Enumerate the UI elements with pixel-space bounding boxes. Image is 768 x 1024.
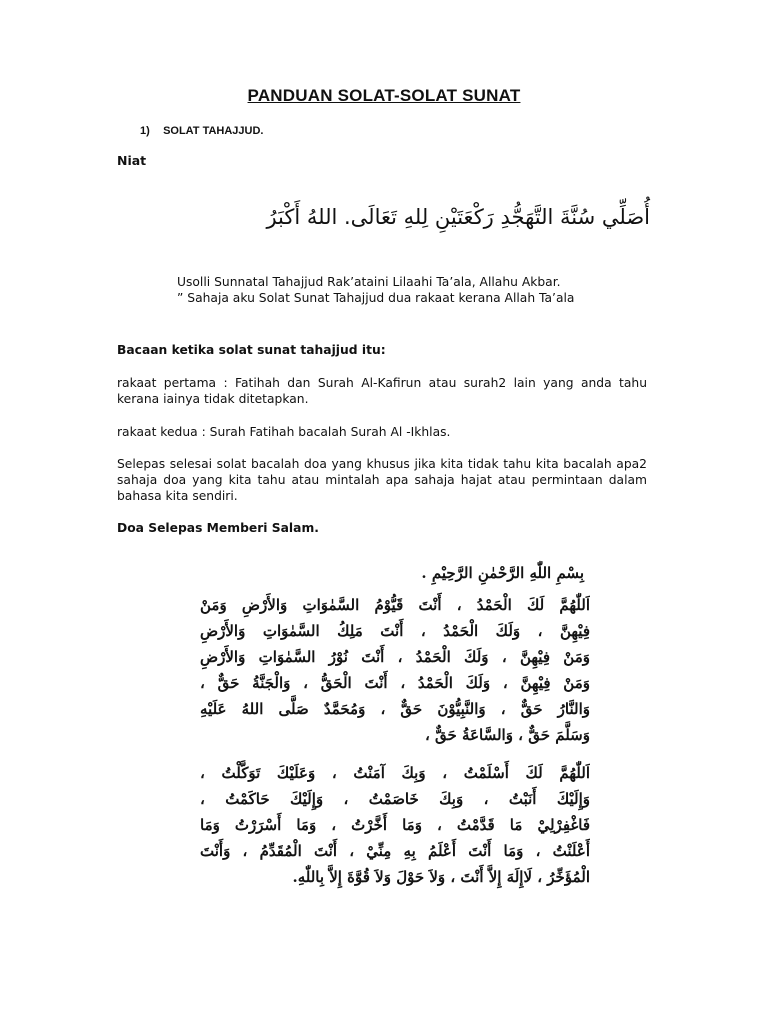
doa-line: وَمَنْ فِيْهِنَّ ، وَلَكَ الْحَمْدُ ، أَنْتَ الْحَقُّ ، وَالْجَنَّةُ حَقٌّ ، xyxy=(200,674,590,692)
doa-line: وَسَلَّمَ حَقٌّ ، وَالسَّاعَةُ حَقٌّ ، xyxy=(424,726,590,744)
doa-line: وَإِلَيْكَ أَنَبْتُ ، وَبِكَ خَاصَمْتُ ، وَإِلَيْكَ حَاكَمْتُ ، xyxy=(200,790,590,808)
doa-line: اَللّٰهُمَّ لَكَ أَسْلَمْتُ ، وَبِكَ آمَنْتُ ، وَعَلَيْكَ تَوَكَّلْتُ ، xyxy=(200,764,590,782)
niat-translation: ” Sahaja aku Solat Sunat Tahajjud dua rakaat kerana Allah Ta’ala xyxy=(177,291,575,305)
doa-line: فَاغْفِرْلِيْ مَا قَدَّمْتُ ، وَمَا أَخَّرْتُ ، وَمَا أَسْرَرْتُ وَمَا xyxy=(200,816,590,834)
section-number: 1) xyxy=(140,125,150,137)
doa-line: اَللّٰهُمَّ لَكَ الْحَمْدُ ، أَنْتَ قَيُّوْمُ السَّمٰوَاتِ وَالأَرْضِ وَمَنْ xyxy=(200,596,590,614)
doa-basmala: بِسْمِ اللّٰهِ الرَّحْمٰنِ الرَّحِيْمِ . xyxy=(421,564,584,582)
selepas-solat-text: Selepas selesai solat bacalah doa yang khusus jika kita tidak tahu kita bacalah apa2 sahaja doa yang kita tahu atau mintalah apa sahaja hajat atau permintaan dalam bahasa kita sendiri. xyxy=(117,457,647,503)
doa-line: أَعْلَنْتُ ، وَمَا أَنْتَ أَعْلَمُ بِهِ مِنِّيْ ، أَنْتَ الْمُقَدِّمُ ، وَأَنْتَ xyxy=(200,842,590,860)
section-heading xyxy=(140,125,264,137)
doa-paragraph-gap xyxy=(200,748,590,760)
doa-line: وَمَنْ فِيْهِنَّ ، وَلَكَ الْحَمْدُ ، أَنْتَ نُوْرُ السَّمٰوَاتِ وَالأَرْضِ xyxy=(200,648,590,666)
section-title: SOLAT TAHAJJUD. xyxy=(163,125,264,137)
doa-line: فِيْهِنَّ ، وَلَكَ الْحَمْدُ ، أَنْتَ مَلِكُ السَّمٰوَاتِ وَالأَرْضِ xyxy=(200,622,590,640)
page-title: PANDUAN SOLAT-SOLAT SUNAT xyxy=(247,86,521,105)
niat-transliteration-block xyxy=(177,274,574,306)
niat-label: Niat xyxy=(117,153,147,168)
rakaat-pertama-text: rakaat pertama : Fatihah dan Surah Al-Kafirun atau surah2 lain yang anda tahu kerana iainya tidak ditetapkan. xyxy=(117,376,647,406)
rakaat-kedua-text: rakaat kedua : Surah Fatihah bacalah Surah Al -Ikhlas. xyxy=(117,425,451,439)
niat-transliteration: Usolli Sunnatal Tahajjud Rak’ataini Lilaahi Ta’ala, Allahu Akbar. xyxy=(177,275,561,289)
doa-heading: Doa Selepas Memberi Salam. xyxy=(117,521,319,535)
niat-arabic-text: أُصَلِّي سُنَّةَ التَّهَجُّدِ رَكْعَتَيْنِ لِلهِ تَعَالَى. اللهُ أَكْبَرُ xyxy=(266,205,650,229)
doa-arabic-scan xyxy=(200,560,590,915)
bacaan-heading: Bacaan ketika solat sunat tahajjud itu: xyxy=(117,343,386,357)
doa-line: الْمُؤَخِّرُ ، لَاإِلَهَ إِلاَّ أَنْتَ ، وَلاَ حَوْلَ وَلاَ قُوَّةَ إِلاَّ بِاللّٰهِ. xyxy=(292,868,590,886)
doa-line: وَالنَّارُ حَقٌّ ، وَالنَّبِيُّوْنَ حَقٌّ ، وَمُحَمَّدٌ صَلَّى اللهُ عَلَيْهِ xyxy=(200,700,590,718)
